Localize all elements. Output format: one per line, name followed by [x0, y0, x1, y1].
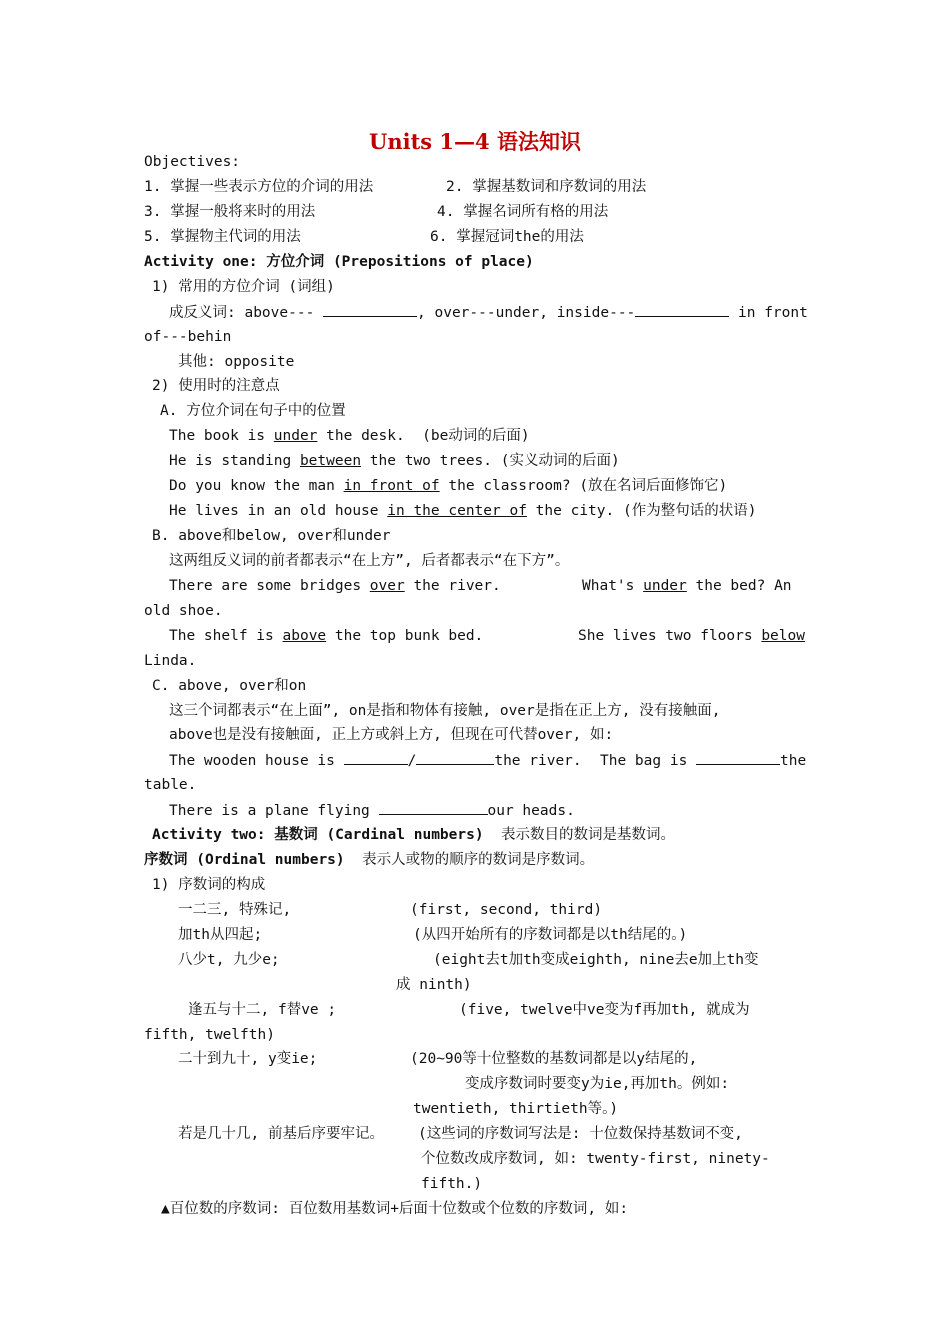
example-sentence-cont: Linda.: [144, 653, 197, 669]
example-sentence: What's under the bed? An: [582, 578, 792, 594]
rule-note-cont: 个位数改成序数词, 如: twenty-first, ninety-: [421, 1151, 770, 1167]
rule-rhyme: 八少t, 九少e;: [178, 952, 280, 968]
objective-2: 2. 掌握基数词和序数词的用法: [446, 179, 647, 195]
subsection-c-desc: above也是没有接触面, 正上方或斜上方, 但现在可代替over, 如:: [169, 727, 614, 743]
example-sentence-cont: old shoe.: [144, 603, 223, 619]
fill-blank[interactable]: [635, 302, 729, 317]
fill-blank[interactable]: [379, 800, 488, 815]
fill-blank[interactable]: [416, 750, 494, 765]
fill-blank[interactable]: [344, 750, 408, 765]
exercise-sentence-cont: table.: [144, 777, 197, 793]
objective-5: 5. 掌握物主代词的用法: [144, 229, 301, 245]
rule-note-cont: twentieth, thirtieth等。): [413, 1101, 619, 1117]
exercise-sentence: The bag is the: [600, 750, 806, 771]
others-line: 其他: opposite: [178, 354, 295, 370]
rule-rhyme: 逢五与十二, f替ve ;: [188, 1002, 337, 1018]
rule-note-cont: fifth, twelfth): [144, 1027, 275, 1043]
rule-note: (20~90等十位整数的基数词都是以y结尾的,: [410, 1051, 698, 1067]
example-sentence: The shelf is above the top bunk bed.: [169, 628, 484, 644]
rule-rhyme: 加th从四起;: [178, 927, 263, 943]
objective-4: 4. 掌握名词所有格的用法: [437, 204, 609, 220]
rule-note-cont: fifth.): [421, 1176, 483, 1192]
example-sentence: The book is under the desk. (be动词的后面): [169, 428, 530, 444]
rule-rhyme: 二十到九十, y变ie;: [178, 1051, 318, 1067]
rule-note: (从四开始所有的序数词都是以th结尾的。): [413, 927, 688, 943]
section-1-heading: 1) 常用的方位介词 (词组): [152, 279, 335, 295]
rule-note-cont: 成 ninth): [396, 977, 472, 993]
objectives-label: Objectives:: [144, 154, 241, 170]
page-title: Units 1—4 语法知识: [369, 129, 581, 154]
objective-3: 3. 掌握一般将来时的用法: [144, 204, 316, 220]
rule-note: (这些词的序数词写法是: 十位数保持基数词不变,: [418, 1126, 743, 1142]
example-sentence: He lives in an old house in the center of the city. (作为整句话的状语): [169, 503, 757, 519]
example-sentence: She lives two floors below: [578, 628, 805, 644]
subsection-b-desc: 这两组反义词的前者都表示“在上方”, 后者都表示“在下方”。: [169, 553, 570, 569]
antonym-line-cont: of---behin: [144, 329, 232, 345]
example-sentence: There are some bridges over the river.: [169, 578, 501, 594]
subsection-b-heading: B. above和below, over和under: [152, 528, 391, 544]
example-sentence: Do you know the man in front of the classroom? (放在名词后面修饰它): [169, 478, 728, 494]
exercise-sentence: The wooden house is / the river.: [169, 750, 582, 771]
activity-two-heading: Activity two: 基数词 (Cardinal numbers) 表示数目的数词是基数词。: [152, 827, 676, 843]
objective-6: 6. 掌握冠词the的用法: [430, 229, 584, 245]
activity-one-heading: Activity one: 方位介词 (Prepositions of place): [144, 254, 534, 270]
antonym-line: 成反义词: above--- , over---under, inside--- in front: [169, 302, 808, 323]
rule-note-cont: 变成序数词时要变y为ie,再加th。例如:: [465, 1076, 730, 1092]
ordinal-heading: 序数词 (Ordinal numbers) 表示人或物的顺序的数词是序数词。: [144, 852, 595, 868]
example-sentence: He is standing between the two trees. (实义动词的后面): [169, 453, 620, 469]
rule-note: (five, twelve中ve变为f再加th, 就成为: [459, 1002, 750, 1018]
section-2-heading: 2) 使用时的注意点: [152, 378, 280, 394]
objective-1: 1. 掌握一些表示方位的介词的用法: [144, 179, 374, 195]
fill-blank[interactable]: [323, 302, 417, 317]
rule-rhyme: 一二三, 特殊记,: [178, 902, 292, 918]
ordinal-section-1: 1) 序数词的构成: [152, 877, 266, 893]
subsection-a-heading: A. 方位介词在句子中的位置: [160, 403, 346, 419]
rule-note: (first, second, third): [410, 902, 603, 918]
exercise-sentence: There is a plane flying our heads.: [169, 800, 575, 821]
fill-blank[interactable]: [696, 750, 780, 765]
subsection-c-desc: 这三个词都表示“在上面”, on是指和物体有接触, over是指在正上方, 没有接触面,: [169, 703, 721, 719]
rule-rhyme: 若是几十几, 前基后序要牢记。: [178, 1126, 384, 1142]
hundreds-rule: ▲百位数的序数词: 百位数用基数词+后面十位数或个位数的序数词, 如:: [161, 1201, 629, 1217]
subsection-c-heading: C. above, over和on: [152, 678, 307, 694]
rule-note: (eight去t加th变成eighth, nine去e加上th变: [433, 952, 759, 968]
